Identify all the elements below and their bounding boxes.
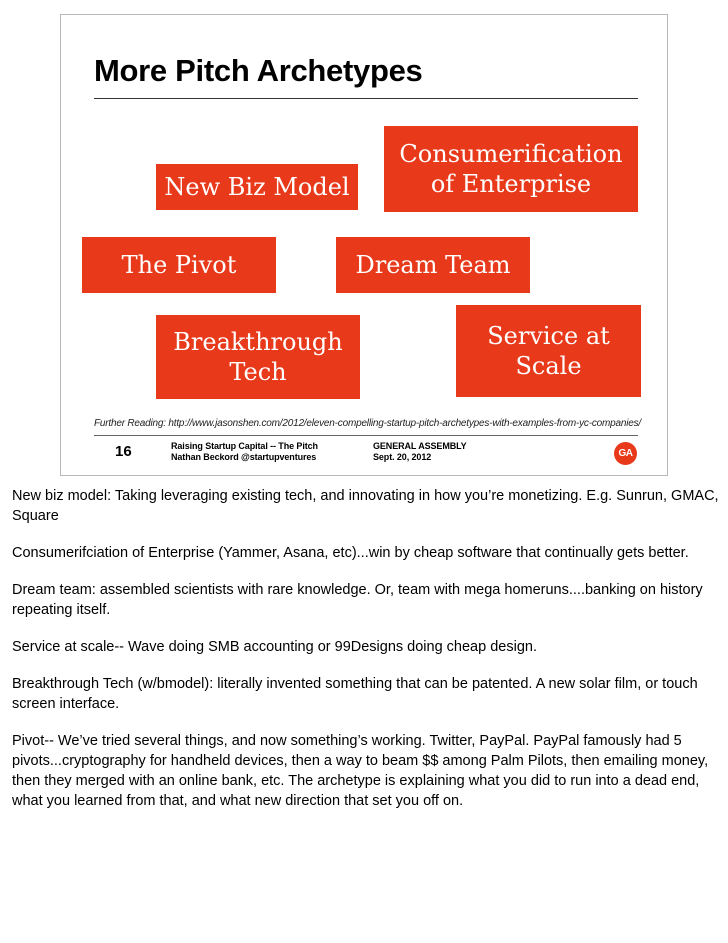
title-divider xyxy=(94,98,638,99)
archetype-label: New Biz Model xyxy=(164,173,350,201)
presentation-date: Sept. 20, 2012 xyxy=(373,452,432,462)
archetype-label: Dream Team xyxy=(355,251,511,279)
archetype-label-line1: Service at xyxy=(487,322,610,350)
note-paragraph: Breakthrough Tech (w/bmodel): literally invented something that can be patented. A new solar film, or touch screen interface. xyxy=(12,676,698,712)
archetype-label: The Pivot xyxy=(121,251,237,279)
archetype-box-service-at-scale xyxy=(456,305,641,397)
slide xyxy=(60,14,668,476)
course-title: Raising Startup Capital -- The Pitch xyxy=(171,441,318,451)
archetype-label-line2: Tech xyxy=(229,358,287,386)
note-paragraph: New biz model: Taking leveraging existing tech, and innovating in how you’re monetizing. E.g. Sunrun, GMAC, Square xyxy=(12,488,719,524)
page-number: 16 xyxy=(115,443,132,460)
archetype-box-new-biz-model xyxy=(156,164,358,210)
archetype-box-consumerification xyxy=(384,126,638,212)
further-reading: Further Reading: http://www.jasonshen.com/2012/eleven-compelling-startup-pitch-archetypes-with-examples-from-yc-companies/ xyxy=(94,418,641,429)
archetype-label-line2: of Enterprise xyxy=(430,170,592,198)
note-paragraph: Pivot-- We’ve tried several things, and now something’s working. Twitter, PayPal. PayPal famously had 5 pivots...cryptography for handheld devices, then a way to beam $$ among Palm Pilots, then emailing money, then they merged with an online bank, etc. The archetype is explaining what you did to run into a dead end, what you learned from that, and what new direction that set you off on. xyxy=(12,733,709,809)
slide-title: More Pitch Archetypes xyxy=(94,53,423,88)
note-paragraph: Dream team: assembled scientists with rare knowledge. Or, team with mega homeruns....banking on history repeating itself. xyxy=(12,582,703,618)
presenter-name: Nathan Beckord @startupventures xyxy=(171,452,317,462)
archetype-label-line1: Breakthrough xyxy=(173,328,343,356)
organization-name: GENERAL ASSEMBLY xyxy=(373,441,467,451)
note-paragraph: Service at scale-- Wave doing SMB accounting or 99Designs doing cheap design. xyxy=(12,639,537,655)
archetype-box-the-pivot xyxy=(82,237,276,293)
footer-divider xyxy=(94,435,638,436)
note-paragraph: Consumerifciation of Enterprise (Yammer, Asana, etc)...win by cheap software that continually gets better. xyxy=(12,545,689,561)
speaker-notes xyxy=(12,486,720,828)
archetype-box-dream-team xyxy=(336,237,530,293)
archetype-box-breakthrough-tech xyxy=(156,315,360,399)
archetype-label-line1: Consumerification xyxy=(399,140,623,168)
general-assembly-logo: GA xyxy=(614,442,637,465)
archetype-label-line2: Scale xyxy=(515,352,582,380)
